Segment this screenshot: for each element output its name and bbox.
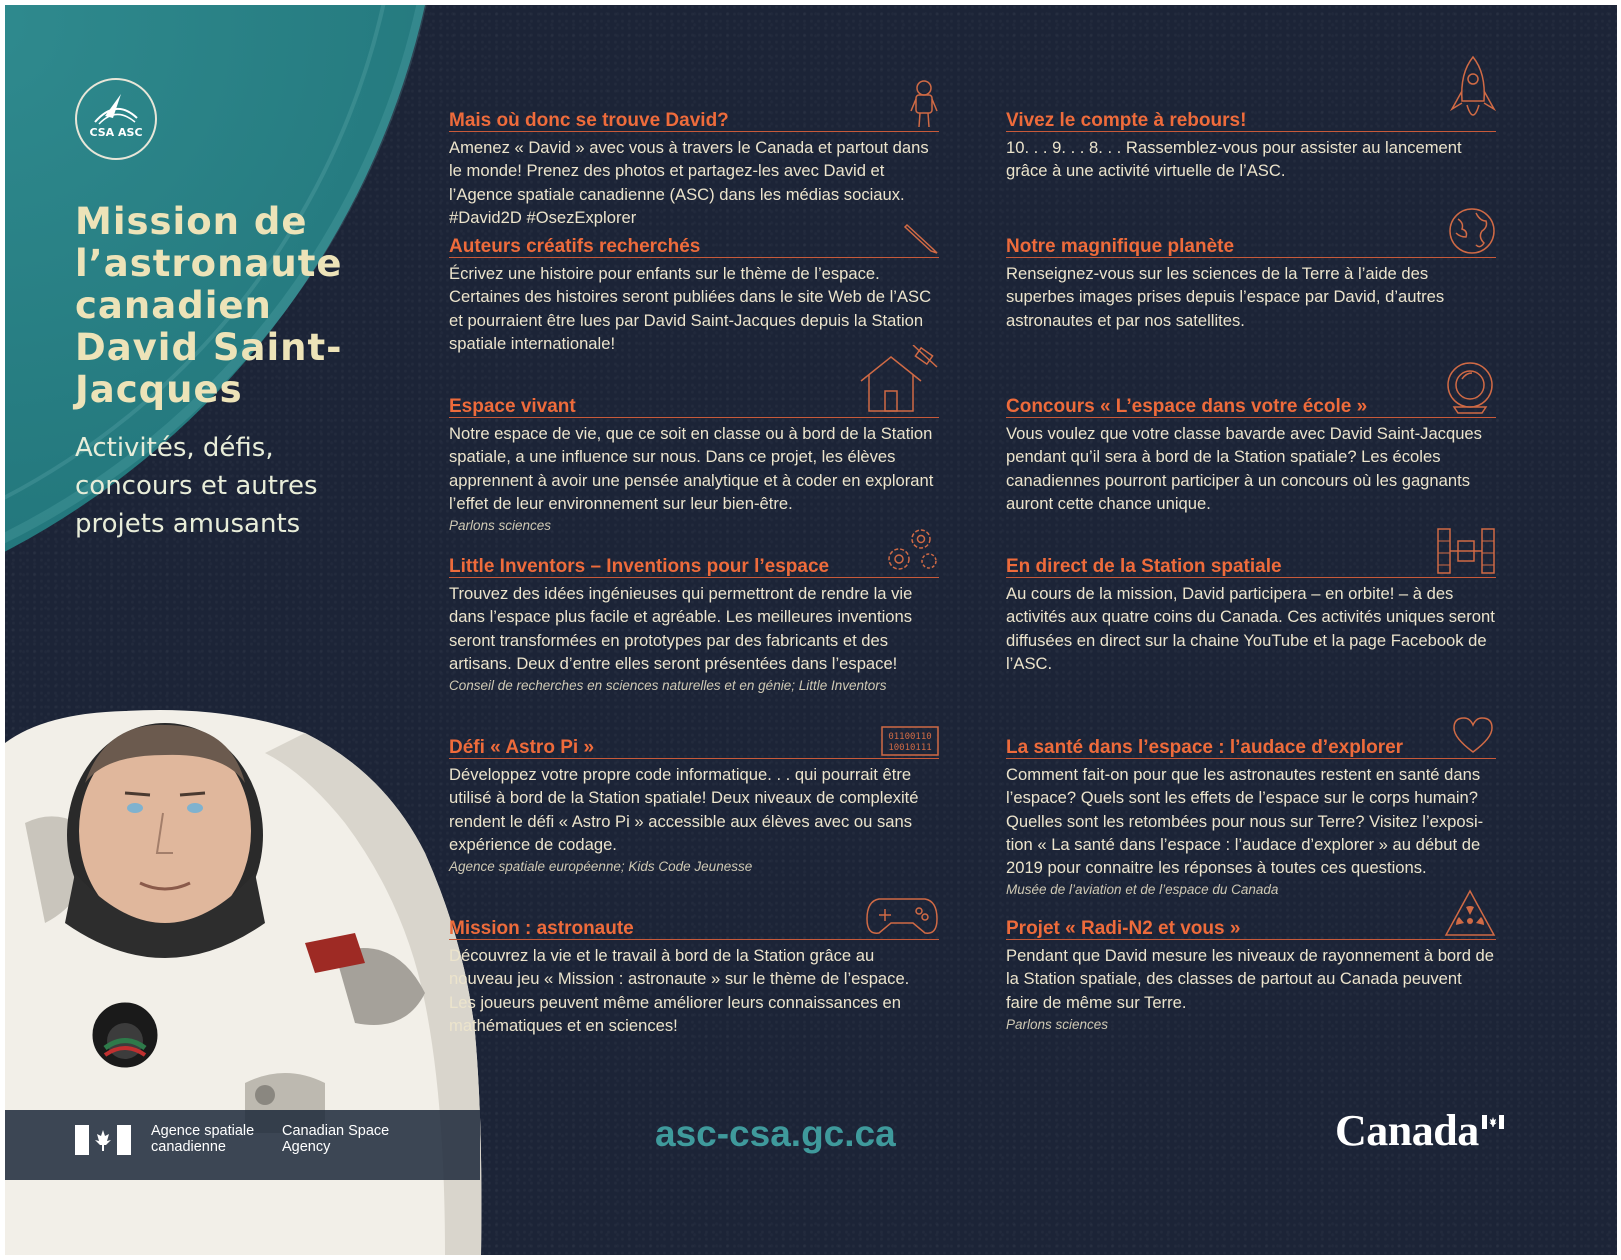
section-body: 10. . . 9. . . 8. . . Rassemblez-vous pour assister au lancement grâce à une activité virtuelle de l’ASC. xyxy=(1006,138,1462,181)
globe-icon xyxy=(1448,207,1496,255)
section-credit: Agence spatiale européenne; Kids Code Jeunesse xyxy=(449,859,753,875)
pencil-icon xyxy=(903,221,939,255)
section-body: Développez votre propre code informatique. . . qui pourrait être utilisé à bord de la Station spatiale! Deux niveaux de complexité rendent le défi « Astro Pi » accessible aux élèves avec ou sans expérience de codage. xyxy=(449,765,919,854)
website-url[interactable]: asc-csa.gc.ca xyxy=(655,1113,896,1154)
rocket-icon xyxy=(1450,55,1496,129)
section-body: Découvrez la vie et le travail à bord de la Station grâce au nouveau jeu « Mission : astronaute » sur le thème de l’espace. Les joueurs peuvent même améliorer leurs connaissances en mathématiques et en sciences! xyxy=(449,946,910,1035)
section-title: Projet « Radi-N2 et vous » xyxy=(1006,918,1241,939)
canada-wordmark: Canada xyxy=(1335,1106,1479,1155)
section-title: Little Inventors – Inventions pour l’espace xyxy=(449,556,830,577)
activity-creative-authors xyxy=(449,231,939,355)
section-body: Écrivez une histoire pour enfants sur le thème de l’espace. Certaines des histoires seront publiées dans le site Web de l’ASC et pourraient être lues par David Saint-Jacques depuis la Station spatiale internationale! xyxy=(449,264,932,353)
section-heading xyxy=(449,391,939,418)
section-title: Auteurs créatifs recherchés xyxy=(449,236,701,257)
section-heading xyxy=(1006,732,1496,759)
activity-health-in-space xyxy=(1006,732,1496,899)
section-body: Pendant que David mesure les niveaux de rayonnement à bord de la Station spatiale, des classes de partout au Canada peuvent faire de même sur Terre. xyxy=(1006,946,1494,1012)
section-heading xyxy=(1006,231,1496,258)
section-credit: Parlons sciences xyxy=(1006,1016,1109,1032)
activity-living-space xyxy=(449,391,939,535)
section-title: Défi « Astro Pi » xyxy=(449,737,595,758)
csa-logo xyxy=(75,78,157,160)
section-heading xyxy=(1006,913,1496,940)
agency-name-french: Agence spatiale canadienne xyxy=(151,1123,255,1155)
section-heading xyxy=(1006,391,1496,418)
space-station-icon xyxy=(1436,527,1496,575)
poster xyxy=(5,5,1617,1255)
canada-flag-icon xyxy=(75,1125,131,1155)
section-credit: Musée de l’aviation et de l’espace du Canada xyxy=(1006,882,1279,898)
agency-name-english: Canadian Space Agency xyxy=(282,1123,390,1155)
section-title: La santé dans l’espace : l’audace d’explorer xyxy=(1006,737,1404,758)
section-credit: Parlons sciences xyxy=(449,518,552,534)
heart-icon xyxy=(1450,716,1496,756)
section-title: Vivez le compte à rebours! xyxy=(1006,110,1247,131)
house-satellite-icon xyxy=(857,345,939,415)
gears-icon xyxy=(883,525,939,575)
section-credit: Conseil de recherches en sciences naturelles et en génie; Little Inventors xyxy=(449,678,887,694)
helmet-icon xyxy=(1444,359,1496,415)
activity-astro-pi xyxy=(449,732,939,876)
activity-little-inventors xyxy=(449,551,939,695)
radiation-icon xyxy=(1444,889,1496,937)
section-body: Au cours de la mission, David participera – en orbite! – à des activités aux quatre coins du Canada. Ces activités uniques seront diffusées en direct sur la chaine YouTube et la page Facebook de l’ASC. xyxy=(1006,584,1495,673)
section-heading xyxy=(1006,105,1496,132)
activity-space-in-school xyxy=(1006,391,1496,515)
section-title: Mais où donc se trouve David? xyxy=(449,110,729,131)
section-body: Vous voulez que votre classe bavarde avec David Saint-Jacques pendant qu’il sera à bord de la Station spatiale? Les écoles canadiennes pourront participer à un concours où les gagnants auront cette chance unique. xyxy=(1006,424,1482,513)
astronaut-icon xyxy=(909,79,939,129)
gamepad-icon xyxy=(865,893,939,937)
activity-where-is-david xyxy=(449,105,939,229)
section-heading xyxy=(449,231,939,258)
binary-line-1: 01100110 xyxy=(888,732,932,742)
logo-text: CSA ASC xyxy=(89,126,143,139)
section-title: Concours « L’espace dans votre école » xyxy=(1006,396,1368,417)
section-heading xyxy=(449,913,939,940)
section-heading xyxy=(449,105,939,132)
section-body: Amenez « David » avec vous à travers le Canada et partout dans le monde! Prenez des photos et partagez-les avec David et l’Agence spatiale canadienne (ASC) dans les médias sociaux. #David2D #OsezExplorer xyxy=(449,138,929,227)
section-heading xyxy=(449,551,939,578)
section-heading xyxy=(449,732,939,759)
section-heading xyxy=(1006,551,1496,578)
activity-radi-n2 xyxy=(1006,913,1496,1034)
section-body: Comment fait-on pour que les astronautes restent en santé dans l’espace? Quels sont les effets de l’espace sur le corps humain? Quelles sont les retombées pour nous sur Terre? Visitez l’exposi-tion « La santé dans l’espace : l’audace d’explorer » au début de 2019 pour connaitre les réponses à toutes ces questions. xyxy=(1006,765,1484,878)
section-title: Espace vivant xyxy=(449,396,576,417)
activity-our-planet xyxy=(1006,231,1496,332)
page-title: Mission de l’astronaute canadien David Saint-Jacques xyxy=(75,200,343,411)
activity-mission-astronaut xyxy=(449,913,939,1037)
binary-line-2: 10010111 xyxy=(888,743,932,753)
binary-code-icon xyxy=(881,726,939,756)
section-title: Mission : astronaute xyxy=(449,918,634,939)
page-subtitle: Activités, défis, concours et autres projets amusants xyxy=(75,433,318,539)
activity-countdown xyxy=(1006,105,1496,183)
section-body: Trouvez des idées ingénieuses qui permettront de rendre la vie dans l’espace plus facile et agréable. Les meilleures inventions seront transformées en prototypes par des fabricants et des artisans. Deux d’entre elles seront présentées dans l’espace! xyxy=(449,584,913,673)
section-body: Notre espace de vie, que ce soit en classe ou à bord de la Station spatiale, a une influence sur nous. Dans ce projet, les élèves apprennent à avoir une pensée analytique et à coder en explorant l’effet de leur environnement sur leur bien-être. xyxy=(449,424,934,513)
section-title: En direct de la Station spatiale xyxy=(1006,556,1282,577)
section-body: Renseignez-vous sur les sciences de la Terre à l’aide des superbes images prises depuis l’espace par David, d’autres astronautes et par nos satellites. xyxy=(1006,264,1445,330)
csa-swoosh-icon xyxy=(91,88,141,128)
wordmark-flag-icon xyxy=(1482,1115,1504,1129)
section-title: Notre magnifique planète xyxy=(1006,236,1235,257)
activity-live-from-station xyxy=(1006,551,1496,675)
